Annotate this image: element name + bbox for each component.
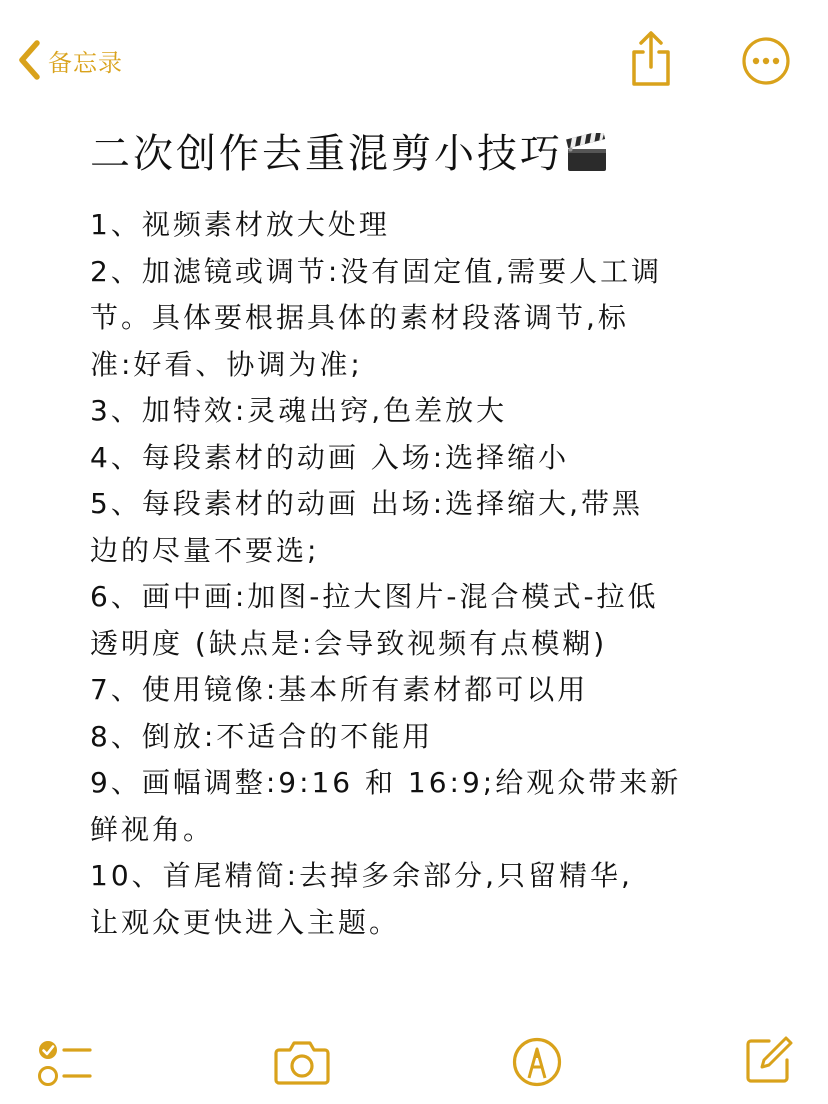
note-line: 5、每段素材的动画 出场:选择缩大,带黑 <box>90 487 644 520</box>
note-line: 节。具体要根据具体的素材段落调节,标 <box>90 301 629 334</box>
note-line: 3、加特效:灵魂出窍,色差放大 <box>90 394 508 427</box>
back-button-label: 备忘录 <box>48 48 123 77</box>
camera-icon <box>273 1038 331 1086</box>
markup-button[interactable] <box>511 1036 563 1092</box>
share-icon <box>626 30 676 88</box>
checklist-button[interactable] <box>36 1038 94 1094</box>
note-line: 鲜视角。 <box>90 812 215 846</box>
compose-icon <box>744 1034 794 1086</box>
note-line: 让观众更快进入主题。 <box>90 905 401 939</box>
note-line: 透明度 (缺点是:会导致视频有点模糊) <box>90 626 608 660</box>
note-text <box>90 202 790 946</box>
more-button[interactable] <box>741 36 791 86</box>
note-line: 10、首尾精简:去掉多余部分,只留精华, <box>90 859 633 892</box>
note-line: 9、画幅调整:9:16 和 16:9;给观众带来新 <box>90 766 682 799</box>
note-title-text: 二次创作去重混剪小技巧 <box>90 131 563 177</box>
navigation-bar <box>0 0 828 120</box>
compose-button[interactable] <box>744 1034 794 1090</box>
markup-pen-icon <box>511 1036 563 1088</box>
camera-button[interactable] <box>273 1038 331 1090</box>
bottom-toolbar <box>0 1020 828 1104</box>
note-line: 1、视频素材放大处理 <box>90 208 390 241</box>
note-line: 准:好看、协调为准; <box>90 347 363 381</box>
note-line: 7、使用镜像:基本所有素材都可以用 <box>90 673 589 706</box>
chevron-left-icon <box>16 39 42 81</box>
note-title <box>90 124 790 184</box>
note-line: 6、画中画:加图-拉大图片-混合模式-拉低 <box>90 580 659 613</box>
back-button[interactable] <box>16 38 123 82</box>
note-line: 边的尽量不要选; <box>90 533 320 567</box>
share-button[interactable] <box>626 30 676 88</box>
checklist-icon <box>36 1038 94 1090</box>
note-line: 2、加滤镜或调节:没有固定值,需要人工调 <box>90 254 663 288</box>
note-body[interactable] <box>90 124 790 946</box>
note-line: 4、每段素材的动画 入场:选择缩小 <box>90 440 570 474</box>
note-line: 8、倒放:不适合的不能用 <box>90 719 434 753</box>
clapper-board-icon <box>565 133 609 173</box>
more-icon <box>741 36 791 86</box>
